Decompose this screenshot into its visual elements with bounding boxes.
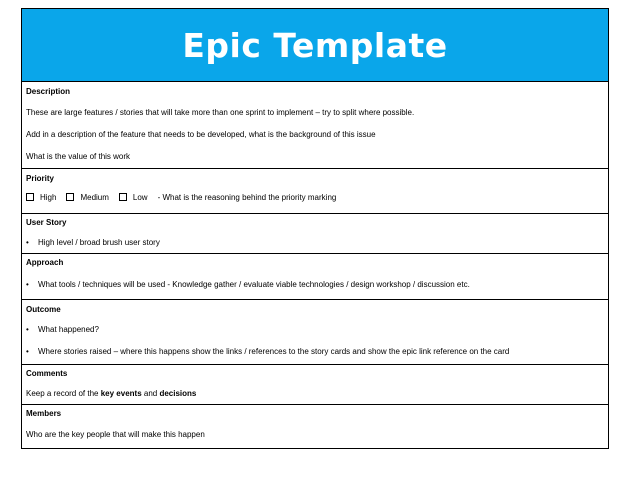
outcome-bullet-2: • Where stories raised – where this happens show the links / references to the story cards and show the epic link reference on the card	[26, 347, 510, 356]
description-heading: Description	[26, 87, 71, 96]
members-section	[22, 405, 608, 449]
outcome-heading: Outcome	[26, 305, 61, 314]
priority-options	[26, 193, 336, 202]
title-bar	[22, 9, 608, 82]
high-checkbox[interactable]	[26, 193, 34, 201]
approach-bullet-text: What tools / techniques will be used - Knowledge gather / evaluate viable technologies / design workshop / discussion etc.	[38, 280, 470, 289]
comments-heading: Comments	[26, 369, 68, 378]
outcome-bullet-2-text: Where stories raised – where this happens show the links / references to the story cards and show the epic link reference on the card	[38, 347, 510, 356]
approach-section	[22, 254, 608, 300]
priority-note: - What is the reasoning behind the priority marking	[157, 193, 337, 202]
epic-template-card	[21, 8, 609, 449]
description-line-2: Add in a description of the feature that needs to be developed, what is the background of this issue	[26, 130, 376, 139]
user-story-bullet: • High level / broad brush user story	[26, 238, 160, 247]
description-section	[22, 82, 608, 169]
medium-label: Medium	[80, 193, 109, 202]
comments-line	[26, 389, 196, 398]
outcome-bullet-1: • What happened?	[26, 325, 99, 334]
outcome-section	[22, 300, 608, 365]
comments-key-events: key events	[100, 389, 142, 398]
user-story-section	[22, 214, 608, 254]
approach-bullet: • What tools / techniques will be used - Knowledge gather / evaluate viable technologies / design workshop / discussion etc.	[26, 280, 470, 289]
comments-section	[22, 365, 608, 405]
description-line-3: What is the value of this work	[26, 152, 131, 161]
outcome-bullet-1-text: What happened?	[38, 325, 99, 334]
comments-decisions: decisions	[159, 389, 197, 398]
priority-heading: Priority	[26, 174, 55, 183]
description-line-1: These are large features / stories that will take more than one sprint to implement – try to split where possible.	[26, 108, 415, 117]
comments-prefix: Keep a record of the	[26, 389, 101, 398]
page-title: Epic Template	[182, 25, 448, 65]
high-label: High	[40, 193, 57, 202]
members-line: Who are the key people that will make this happen	[26, 430, 205, 439]
priority-section	[22, 169, 608, 214]
members-heading: Members	[26, 409, 62, 418]
user-story-heading: User Story	[26, 218, 67, 227]
low-label: Low	[132, 193, 148, 202]
low-checkbox[interactable]	[119, 193, 127, 201]
comments-middle: and	[141, 389, 160, 398]
medium-checkbox[interactable]	[66, 193, 74, 201]
approach-heading: Approach	[26, 258, 64, 267]
user-story-bullet-text: High level / broad brush user story	[38, 238, 160, 247]
